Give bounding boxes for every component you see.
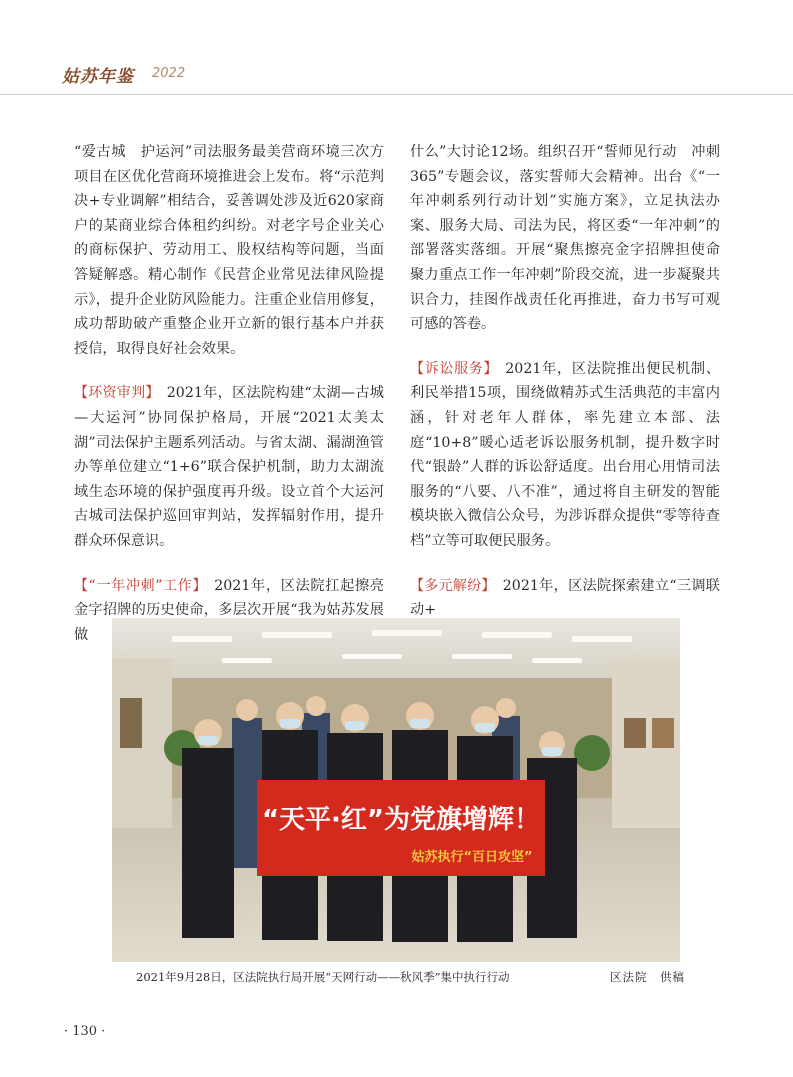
wall-panel — [120, 698, 142, 748]
page-header — [0, 0, 793, 95]
wall-picture — [624, 718, 646, 748]
paragraph-dispute-resolution — [410, 574, 720, 623]
page-number: · 130 · — [64, 1024, 106, 1039]
paragraph-text: 2021年，区法院探索建立“三调联动+ — [410, 577, 720, 619]
section-tag-litigation: 【诉讼服务】 — [410, 360, 499, 377]
paragraph-text: 2021年，区法院构建“太湖—古城—大运河”协同保护格局，开展“2021太美太湖”司法保护主题系列活动。与省太湖、漏湖渔管办等单位建立“1+6”联合保护机制，助力太湖流域生态环境的保护强度再升级。设立首个大运河古城司法保护巡回审判站，发挥辐射作用，提升群众环保意识。 — [74, 385, 384, 549]
plant — [574, 735, 610, 771]
header-divider — [0, 94, 793, 95]
paragraph-sprint-continued: 什么”大讨论12场。组织召开“誓师见行动 冲刺365”专题会议，落实誓师大会精神。出台《“一年冲刺系列行动计划”实施方案》，立足执法办案、服务大局、司法为民，将区委“一年冲刺”的部署落实落细。开展“聚焦擦亮金字招牌担使命 聚力重点工作一年冲刺”阶段交流，进一步凝聚共识合力，挂图作战责任化再推进，奋力书写可观可感的答卷。 — [410, 144, 735, 333]
yearbook-title: 姑苏年鉴 — [62, 67, 134, 87]
section-tag-environmental: 【环资审判】 — [74, 385, 160, 402]
paragraph-environmental-trial — [74, 381, 384, 553]
yearbook-year: 2022 — [152, 66, 186, 81]
right-column — [410, 140, 735, 643]
paragraph-business-environment: “爱古城 护运河”司法服务最美营商环境三次方项目在区优化营商环境推进会上发布。将“示范判决+专业调解”相结合，妥善调处涉及近620家商户的某商业综合体租约纠纷。对老字号企业关心的商标保护、劳动用工、股权结构等问题，当面答疑解惑。精心制作《民营企业常见法律风险提示》，提升企业防风险能力。注重企业信用修复，成功帮助破产重整企业开立新的银行基本户并获授信，取得良好社会效果。 — [74, 144, 384, 357]
banner-main-text: “天平·红”为党旗增辉！ — [261, 805, 541, 835]
group-photo — [112, 618, 680, 962]
section-tag-dispute: 【多元解纷】 — [410, 577, 496, 594]
banner-sub-text: 姑苏执行“百日攻坚” — [411, 850, 533, 865]
wall-picture — [652, 718, 674, 748]
left-column — [74, 140, 384, 667]
paragraph-text: 2021年，区法院推出便民机制、利民举措15项，围绕做精苏式生活典范的丰富内涵，针对老年人群体，率先建立本部、法庭“10+8”暖心适老诉讼服务机制，提升数字时代“银龄”人群的诉讼舒适度。出台用心用情司法服务的“八要、八不准”，通过将自主研发的智能模块嵌入微信公众号，为涉诉群众提供“零等待查档”立等可取便民服务。 — [410, 360, 721, 549]
section-tag-sprint: 【“一年冲刺”工作】 — [74, 577, 208, 594]
photo-caption: 2021年9月28日，区法院执行局开展“天网行动——秋风季”集中执行行动 — [136, 970, 510, 984]
photo-credit: 区法院 供稿 — [610, 970, 685, 984]
paragraph-text: 2021年，区法院扛起擦亮金字招牌的历史使命，多层次开展“我为姑苏发展做 — [74, 577, 384, 643]
paragraph-litigation-service — [410, 357, 720, 554]
